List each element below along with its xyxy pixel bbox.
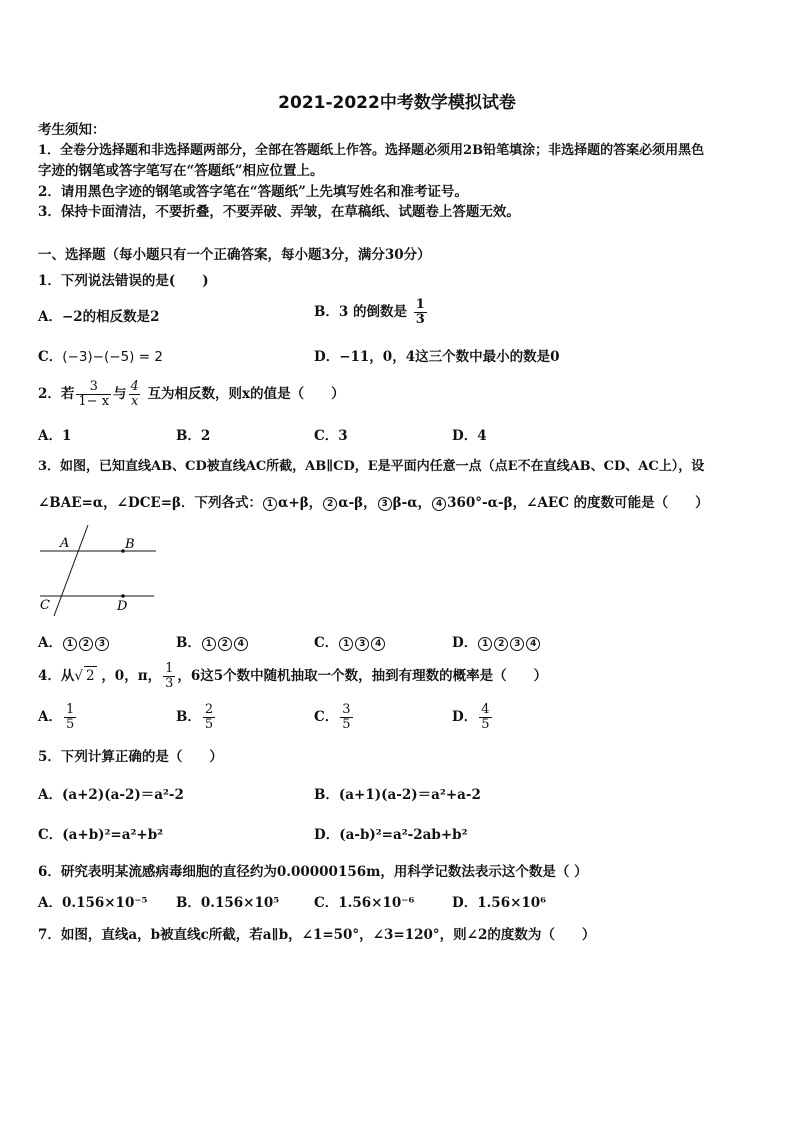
q5-option-a: A．(a+2)(a-2)＝a²-2 xyxy=(38,787,184,803)
q3-option-d xyxy=(452,634,541,652)
q3-stem-line1: 3．如图，已知直线AB、CD被直线AC所截，AB∥CD，E是平面内任意一点（点E不在直线AB、CD、AC上），设 xyxy=(38,459,705,474)
q1-stem: 1．下列说法错误的是( ) xyxy=(38,273,209,289)
fraction-numerator: 4 xyxy=(481,702,490,717)
circled-4-icon: 4 xyxy=(432,497,446,511)
label-b: B xyxy=(125,537,135,552)
point-d xyxy=(121,594,125,598)
q4-option-c xyxy=(314,703,355,732)
q3-stem-line2 xyxy=(38,494,709,512)
q5-option-d: D．(a-b)²=a²-2ab+b² xyxy=(314,827,468,843)
q4-option-c-label: C． xyxy=(314,709,339,725)
circled-2-icon: 2 xyxy=(79,637,93,651)
q4-sqrt-radicand: 2 xyxy=(86,668,95,684)
notice-item-1a: 1．全卷分选择题和非选择题两部分，全部在答题纸上作答。选择题必须用2B铅笔填涂；非选择题的答案必须用黑色 xyxy=(38,143,705,158)
fraction-denominator: x xyxy=(131,394,139,409)
q6-stem: 6．研究表明某流感病毒细胞的直径约为0.00000156m，用科学记数法表示这个数是（ ） xyxy=(38,864,588,880)
circled-4-icon: 4 xyxy=(526,637,540,651)
circled-1-icon: 1 xyxy=(263,497,277,511)
q2-option-b: B．2 xyxy=(176,428,211,444)
q4-option-b xyxy=(176,703,217,732)
q1-option-a: A．−2的相反数是2 xyxy=(38,309,160,325)
q2-option-a: A．1 xyxy=(38,428,72,444)
q2-text-mid: 与 xyxy=(113,386,127,402)
q1-option-c-label: C． xyxy=(38,349,63,365)
q2-text-pre: 2．若 xyxy=(38,386,75,402)
sqrt-icon: √ xyxy=(74,668,84,684)
q6-option-b: B．0.156×10⁵ xyxy=(176,895,280,911)
circled-4-icon: 4 xyxy=(371,637,385,651)
label-d: D xyxy=(117,599,128,614)
q5-stem: 5．下列计算正确的是（ ） xyxy=(38,749,223,765)
circled-2-icon: 2 xyxy=(218,637,232,651)
q3-option-a-label: A． xyxy=(38,635,62,651)
q4-stem xyxy=(38,662,547,691)
q3-expr-2: α-β， xyxy=(338,495,377,511)
circled-1-icon: 1 xyxy=(63,637,77,651)
q3-option-b-label: B． xyxy=(176,635,201,651)
page-title: 2021-2022中考数学模拟试卷 xyxy=(278,93,516,113)
circled-3-icon: 3 xyxy=(95,637,109,651)
q3-figure xyxy=(36,520,160,616)
q2-option-c: C．3 xyxy=(314,428,348,444)
q4-option-b-fraction xyxy=(203,703,215,732)
q6-option-c: C．1.56×10⁻⁶ xyxy=(314,895,415,911)
q4-option-a xyxy=(38,703,78,732)
q4-option-a-label: A． xyxy=(38,709,62,725)
q2-fraction-2 xyxy=(129,380,141,409)
q1-option-c xyxy=(38,348,163,366)
circled-3-icon: 3 xyxy=(378,497,392,511)
q4-option-b-label: B． xyxy=(176,709,201,725)
fraction-denominator: 5 xyxy=(204,717,214,732)
fraction-numerator: 3 xyxy=(89,379,98,394)
q6-option-a: A．0.156×10⁻⁵ xyxy=(38,895,148,911)
q1-option-b-text: B．3 的倒数是 xyxy=(314,304,408,320)
q3-option-c-label: C． xyxy=(314,635,339,651)
q1-option-d: D．−11，0，4这三个数中最小的数是0 xyxy=(314,349,560,365)
q3-option-d-label: D． xyxy=(452,635,478,651)
q3-expr-3: β-α， xyxy=(392,495,432,511)
q1-option-b xyxy=(314,298,429,327)
q6-option-d: D．1.56×10⁶ xyxy=(452,895,547,911)
q3-expr-4: 360°-α-β，∠AEC 的度数可能是（ ） xyxy=(447,495,709,511)
circled-2-icon: 2 xyxy=(494,637,508,651)
fraction-numerator: 1 xyxy=(165,661,174,676)
q4-option-d-fraction xyxy=(479,703,491,732)
fraction-numerator: 1 xyxy=(65,702,75,717)
q4-option-a-fraction xyxy=(64,703,76,732)
q4-option-d xyxy=(452,703,494,732)
notice-heading: 考生须知： xyxy=(38,122,106,138)
q3-option-b xyxy=(176,634,249,652)
fraction-numerator: 4 xyxy=(130,379,139,394)
fraction-denominator: 5 xyxy=(481,717,490,732)
q4-fraction xyxy=(163,662,175,691)
circled-3-icon: 3 xyxy=(355,637,369,651)
section-heading: 一、选择题（每小题只有一个正确答案，每小题3分，满分30分） xyxy=(38,247,431,263)
q2-option-d: D．4 xyxy=(452,428,487,444)
q3-option-a xyxy=(38,634,110,652)
label-c: C xyxy=(40,598,50,613)
q3-line2-pre: ∠BAE=α，∠DCE=β．下列各式： xyxy=(38,495,263,511)
fraction-denominator: 5 xyxy=(65,717,75,732)
circled-4-icon: 4 xyxy=(234,637,248,651)
fraction-numerator: 1 xyxy=(415,297,425,312)
label-a: A xyxy=(60,536,70,551)
q5-option-b: B．(a+1)(a-2)＝a²+a-2 xyxy=(314,787,481,803)
notice-item-2: 2．请用黑色字迹的钢笔或答字笔在“答题纸”上先填写姓名和准考证号。 xyxy=(38,184,468,200)
circled-1-icon: 1 xyxy=(202,637,216,651)
fraction-denominator: 5 xyxy=(342,717,351,732)
q4-text-post: ，6这5个数中随机抽取一个数，抽到有理数的概率是（ ） xyxy=(177,668,548,684)
q5-option-c: C．(a+b)²=a²+b² xyxy=(38,827,164,843)
q3-option-c xyxy=(314,634,386,652)
fraction-denominator: 3 xyxy=(165,676,174,691)
fraction-numerator: 3 xyxy=(342,702,351,717)
q2-text-post: 互为相反数，则x的值是（ ） xyxy=(147,386,345,402)
q4-option-d-label: D． xyxy=(452,709,478,725)
circled-1-icon: 1 xyxy=(478,637,492,651)
q1-option-b-fraction xyxy=(414,298,427,327)
fraction-denominator: 1− x xyxy=(78,394,110,409)
q3-expr-1: α+β， xyxy=(278,495,323,511)
fraction-denominator: 3 xyxy=(415,312,425,327)
fraction-numerator: 2 xyxy=(204,702,214,717)
circled-3-icon: 3 xyxy=(510,637,524,651)
q4-text-pre: 4．从 xyxy=(38,668,75,684)
q1-option-c-expression: (−3)−(−5) = 2 xyxy=(62,349,163,365)
notice-item-1b: 字迹的钢笔或答字笔写在“答题纸”相应位置上。 xyxy=(38,163,324,179)
circled-1-icon: 1 xyxy=(339,637,353,651)
notice-item-3: 3．保持卡面清洁，不要折叠，不要弄破、弄皱，在草稿纸、试题卷上答题无效。 xyxy=(38,204,520,220)
q7-stem: 7．如图，直线a，b被直线c所截，若a∥b，∠1=50°，∠3=120°，则∠2的度数为（ ） xyxy=(38,927,596,943)
q4-option-c-fraction xyxy=(340,703,352,732)
q2-stem xyxy=(38,380,345,409)
q2-fraction-1 xyxy=(76,380,111,409)
circled-2-icon: 2 xyxy=(323,497,337,511)
q4-text-mid: ，0，π， xyxy=(101,668,162,684)
